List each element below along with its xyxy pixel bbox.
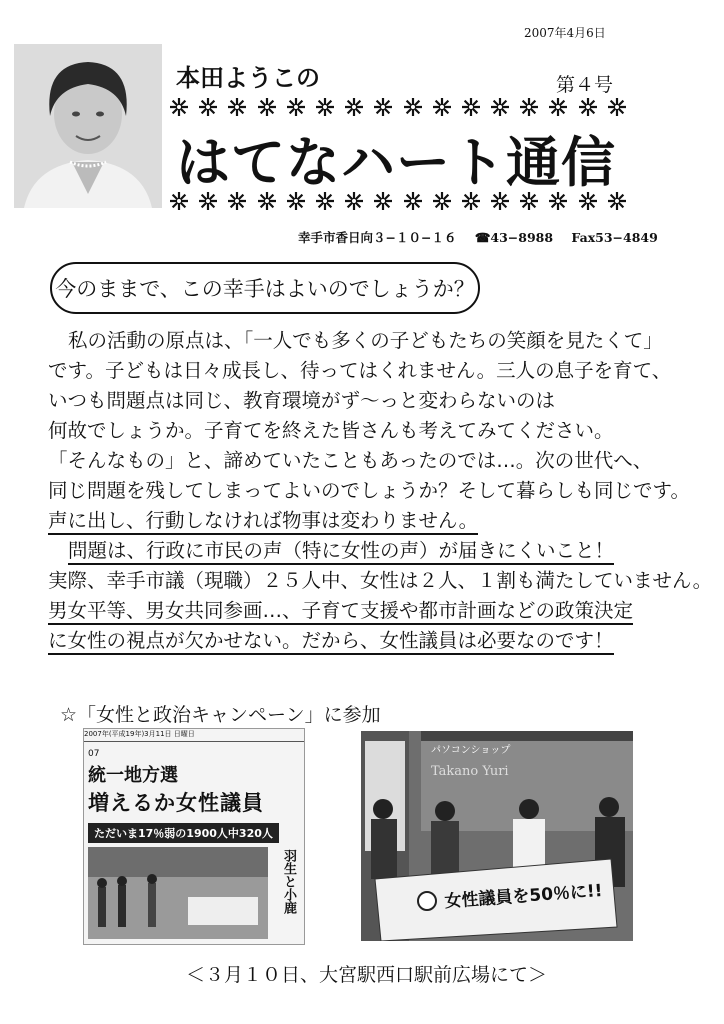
- clipping-number: 07: [88, 749, 100, 759]
- star-ornament-icon: [226, 190, 248, 212]
- star-ornament-icon: [431, 190, 453, 212]
- issue-number: 第４号: [556, 74, 614, 96]
- star-ornament-icon: [606, 190, 628, 212]
- star-ornament-icon: [168, 190, 190, 212]
- portrait-image: [14, 44, 162, 208]
- clipping-subhead: ただいま17％弱の1900人中320人: [88, 823, 279, 843]
- star-ornament-icon: [314, 190, 336, 212]
- star-ornament-icon: [256, 96, 278, 118]
- star-ornament-icon: [285, 190, 307, 212]
- clipping-side-text: 羽生と小鹿: [281, 849, 296, 914]
- star-ornament-icon: [489, 190, 511, 212]
- star-ornament-icon: [197, 190, 219, 212]
- newspaper-clipping: [83, 728, 305, 945]
- store-sign: Takano Yuri: [431, 764, 509, 779]
- campaign-note: ☆「女性と政治キャンペーン」に参加: [60, 704, 381, 726]
- body-line: いつも問題点は同じ、教育環境がず〜っと変わらないのは: [48, 389, 556, 412]
- star-ornament-icon: [518, 96, 540, 118]
- body-line: です。子どもは日々成長し、待ってはくれません。三人の息子を育て、: [48, 359, 672, 382]
- star-ornament-icon: [197, 96, 219, 118]
- fax-number: Fax53−4849: [571, 230, 658, 245]
- author-portrait: [14, 44, 162, 208]
- issue-date: 2007年4月6日: [524, 26, 606, 40]
- clipping-photo: [88, 847, 268, 939]
- star-ornament-icon: [372, 96, 394, 118]
- photo-caption: ＜３月１０日、大宮駅西口駅前広場にて＞: [186, 964, 548, 986]
- star-ornament-icon: [577, 96, 599, 118]
- phone-number: ☎43−8988: [474, 230, 554, 245]
- article-body: [48, 326, 713, 656]
- star-ornament-icon: [460, 190, 482, 212]
- body-line-underlined: 声に出し、行動しなければ物事は変わりません。: [48, 506, 688, 536]
- body-line: 同じ問題を残してしまってよいのでしょうか？そして暮らしも同じです。: [48, 479, 690, 502]
- newsletter-title: はてなハート通信: [176, 131, 616, 194]
- body-line: 「そんなもの」と、諦めていたこともあったのでは…。次の世代へ、: [48, 449, 653, 472]
- star-ornament-icon: [606, 96, 628, 118]
- star-ornament-icon: [518, 190, 540, 212]
- clipping-date: 2007年(平成19年)3月11日 日曜日: [84, 729, 304, 742]
- star-ornament-icon: [460, 96, 482, 118]
- star-ornament-icon: [343, 190, 365, 212]
- clipping-photo-image: [88, 847, 268, 939]
- event-photo: [361, 731, 633, 941]
- star-ornament-icon: [285, 96, 307, 118]
- star-ornament-icon: [431, 96, 453, 118]
- star-ornament-icon: [402, 96, 424, 118]
- star-ornament-icon: [577, 190, 599, 212]
- star-ornament-icon: [256, 190, 278, 212]
- body-line-underlined: 男女平等、男女共同参画…、子育て支援や都市計画などの政策決定: [48, 596, 688, 626]
- star-ornament-icon: [547, 190, 569, 212]
- star-ornament-icon: [372, 190, 394, 212]
- clipping-headline: 増えるか女性議員: [88, 791, 264, 815]
- body-line-underlined: 問題は、行政に市民の声（特に女性の声）が届きにくいこと！: [68, 536, 708, 566]
- star-ornament-icon: [168, 96, 190, 118]
- author-name: 本田ようこの: [176, 64, 320, 92]
- star-ornament-icon: [547, 96, 569, 118]
- star-ornament-icon: [343, 96, 365, 118]
- body-line: 私の活動の原点は、「一人でも多くの子どもたちの笑顔を見たくて」: [68, 329, 663, 352]
- body-line: 何故でしょうか。子育てを終えた皆さんも考えてみてください。: [48, 419, 614, 442]
- body-line-underlined: に女性の視点が欠かせない。だから、女性議員は必要なのです！: [48, 626, 688, 656]
- star-ornament-icon: [489, 96, 511, 118]
- body-line: 実際、幸手市議（現職）２５人中、女性は２人、１割も満たしていません。: [48, 569, 713, 592]
- decorative-star-row-top: [168, 96, 628, 122]
- banner-text: 女性議員を50％に!!: [443, 881, 604, 912]
- headline-text: 今のままで、この幸手はよいのでしょうか？: [55, 277, 475, 301]
- contact-info: [298, 228, 672, 246]
- address: 幸手市香日向３−１０−１６: [298, 230, 457, 245]
- headline-bubble: [50, 262, 480, 314]
- star-ornament-icon: [226, 96, 248, 118]
- star-ornament-icon: [402, 190, 424, 212]
- clipping-section: 統一地方選: [88, 765, 178, 786]
- shop-sign: パソコンショップ: [431, 745, 511, 756]
- event-photo-image: [361, 731, 633, 941]
- star-ornament-icon: [314, 96, 336, 118]
- decorative-star-row-bottom: [168, 190, 628, 216]
